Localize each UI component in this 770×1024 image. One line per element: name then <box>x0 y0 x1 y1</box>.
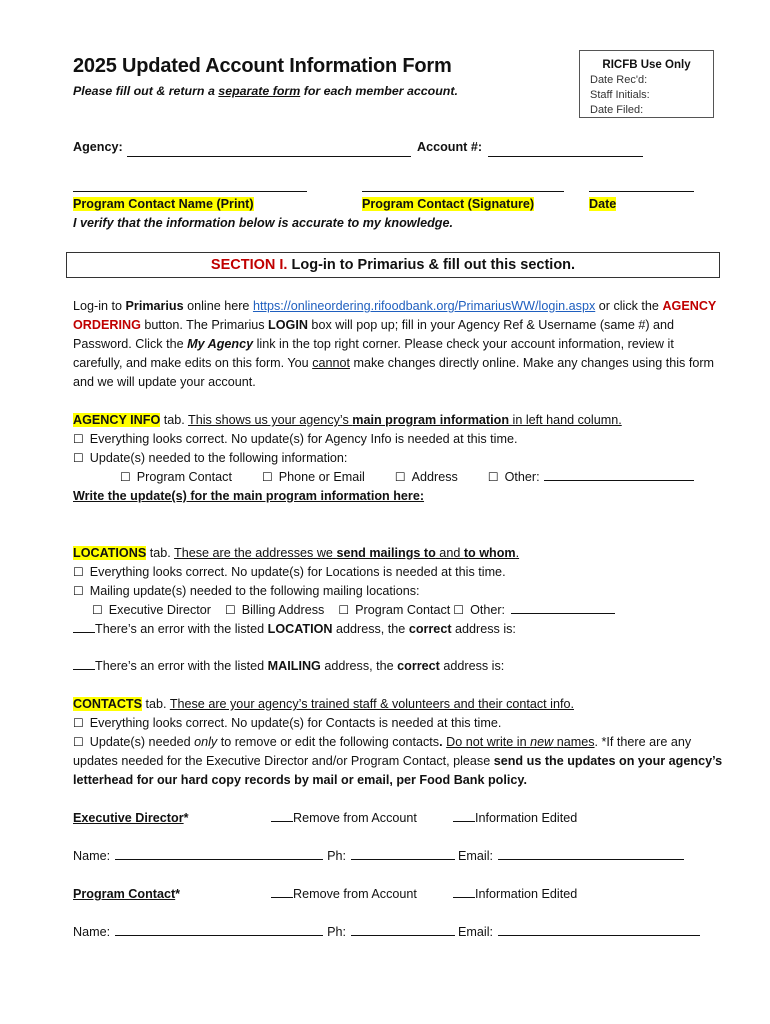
exec-director-star: * <box>183 811 189 825</box>
agency-label: Agency: <box>73 140 123 154</box>
exec-remove-option <box>271 809 417 828</box>
locations-tab-text: tab. <box>146 546 175 560</box>
sub-option-other: Other: <box>470 603 506 617</box>
checkbox-icon[interactable]: ☐ <box>261 470 273 484</box>
program-contact-star: * <box>175 887 181 901</box>
exec-email-field[interactable] <box>498 847 684 860</box>
checkbox-icon[interactable]: ☐ <box>487 470 499 484</box>
program-remove-option <box>271 885 417 904</box>
intro-text: button. The Primarius <box>140 318 269 332</box>
section-1-text: Log-in to Primarius & fill out this section. <box>287 257 576 273</box>
remove-label: Remove from Account <box>293 811 417 825</box>
contacts-option-correct[interactable] <box>73 714 501 733</box>
contacts-text: Update(s) needed <box>89 735 195 749</box>
program-name-field[interactable] <box>115 923 323 936</box>
option-label: Everything looks correct. No update(s) for Agency Info is needed at this time. <box>89 432 518 446</box>
check-blank[interactable] <box>73 657 95 670</box>
error-bold: correct <box>397 659 440 673</box>
office-use-box <box>579 50 714 118</box>
edited-label: Information Edited <box>475 811 578 825</box>
checkbox-icon[interactable]: ☐ <box>73 584 84 598</box>
office-use-date-received: Date Rec'd: <box>590 74 648 86</box>
sub-option-address: Address <box>411 470 458 484</box>
agency-info-write-here: Write the update(s) for the main program information here: <box>73 489 425 503</box>
locations-desc: and <box>435 546 464 560</box>
program-phone-field[interactable] <box>351 923 455 936</box>
section-1-label: SECTION I. <box>210 257 288 273</box>
name-label: Name: <box>73 849 111 863</box>
check-blank[interactable] <box>453 885 475 898</box>
agency-info-desc-bold: main program information <box>352 413 510 427</box>
other-field[interactable] <box>511 601 615 614</box>
intro-text: link in the top right corner. Please check your account information, review it carefully, and make edits on this form. You <box>73 337 674 370</box>
exec-edited-option <box>453 809 577 828</box>
checkbox-icon[interactable]: ☐ <box>73 716 84 730</box>
sub-option-program-contact: Program Contact <box>355 603 451 617</box>
locations-desc-bold: to whom <box>463 546 516 560</box>
exec-director-title: Executive Director <box>73 811 184 825</box>
agency-field[interactable] <box>127 156 411 157</box>
intro-text: or click the <box>595 299 663 313</box>
checkbox-icon[interactable]: ☐ <box>394 470 406 484</box>
error-bold: LOCATION <box>267 622 333 636</box>
contacts-tab-text: tab. <box>142 697 170 711</box>
error-bold: MAILING <box>267 659 321 673</box>
intro-text: box will pop up; fill in your Agency Ref & Username (same #) and Password. Click the <box>73 318 675 351</box>
contact-signature-field[interactable] <box>362 191 564 192</box>
locations-desc-bold: send mailings to <box>336 546 436 560</box>
phone-label: Ph: <box>327 849 346 863</box>
contacts-new: new <box>530 735 554 749</box>
office-use-date-filed: Date Filed: <box>590 104 644 116</box>
section-1-header <box>66 252 720 278</box>
sub-option-executive-director: Executive Director <box>108 603 211 617</box>
checkbox-icon[interactable]: ☐ <box>92 603 103 617</box>
exec-name-field[interactable] <box>115 847 323 860</box>
agency-info-tab-text: tab. <box>160 413 189 427</box>
form-title: 2025 Updated Account Information Form <box>73 55 452 77</box>
form-subtitle <box>73 84 458 98</box>
subtitle-underlined: separate form <box>218 84 301 98</box>
checkbox-icon[interactable]: ☐ <box>453 603 465 617</box>
phone-label: Ph: <box>327 925 346 939</box>
agency-info-sub-options <box>120 468 694 487</box>
exec-name-row <box>73 847 684 866</box>
intro-text: make changes directly online. Make any changes using this form and we will update your account. <box>73 356 715 389</box>
intro-login: LOGIN <box>268 318 308 332</box>
contacts-text: names <box>553 735 595 749</box>
error-text: There’s an error with the listed <box>95 622 268 636</box>
sub-option-program-contact: Program Contact <box>136 470 232 484</box>
email-label: Email: <box>458 849 493 863</box>
edited-label: Information Edited <box>475 887 578 901</box>
check-blank[interactable] <box>271 885 293 898</box>
exec-director-heading <box>73 809 189 828</box>
account-label: Account #: <box>417 140 483 154</box>
error-text: address is: <box>439 659 505 673</box>
program-email-field[interactable] <box>498 923 700 936</box>
contacts-text: . <box>439 735 447 749</box>
contact-signature-label: Program Contact (Signature) <box>362 197 535 211</box>
program-edited-option <box>453 885 577 904</box>
intro-text: Log-in to <box>73 299 126 313</box>
agency-info-option-update[interactable] <box>73 449 347 468</box>
check-blank[interactable] <box>271 809 293 822</box>
checkbox-icon[interactable]: ☐ <box>224 603 236 617</box>
primarius-login-link[interactable]: https://onlineordering.rifoodbank.org/PrimariusWW/login.aspx <box>252 299 596 313</box>
error-text: address is: <box>451 622 516 636</box>
other-field[interactable] <box>544 468 694 481</box>
error-text: address, the <box>320 659 398 673</box>
contact-date-field[interactable] <box>589 191 694 192</box>
subtitle-post: for each member account. <box>300 84 458 98</box>
contacts-option-update <box>73 733 723 790</box>
intro-cannot: cannot <box>312 356 350 370</box>
name-label: Name: <box>73 925 111 939</box>
checkbox-icon[interactable]: ☐ <box>73 565 84 579</box>
checkbox-icon[interactable]: ☐ <box>73 451 84 465</box>
error-bold: correct <box>408 622 452 636</box>
locations-heading <box>73 544 519 563</box>
contacts-policy: send us the updates on your agency’s letterhead for our hard copy records by mail or email, per Food Bank policy. <box>73 754 723 787</box>
sub-option-billing-address: Billing Address <box>241 603 325 617</box>
agency-info-desc: in left hand column. <box>509 413 622 427</box>
contacts-text: . *If there are any updates needed for the Executive Director and/or Program Contact, please <box>73 735 692 768</box>
option-label: Everything looks correct. No update(s) for Contacts is needed at this time. <box>89 716 502 730</box>
intro-paragraph <box>73 297 723 392</box>
contacts-desc: These are your agency’s trained staff & volunteers and their contact info. <box>169 697 574 711</box>
checkbox-icon[interactable]: ☐ <box>338 603 350 617</box>
option-label: Update(s) needed to the following information: <box>89 451 348 465</box>
office-use-heading: RICFB Use Only <box>602 59 691 71</box>
locations-error-mailing <box>73 657 504 676</box>
program-contact-title: Program Contact <box>73 887 176 901</box>
check-blank[interactable] <box>453 809 475 822</box>
account-field[interactable] <box>488 156 643 157</box>
contacts-tag: CONTACTS <box>73 697 143 711</box>
subtitle-pre: Please fill out & return a <box>73 84 219 98</box>
contacts-only: only <box>194 735 218 749</box>
check-blank[interactable] <box>73 620 95 633</box>
error-text: There’s an error with the listed <box>95 659 268 673</box>
locations-tag: LOCATIONS <box>73 546 147 560</box>
office-use-staff-initials: Staff Initials: <box>590 89 650 101</box>
program-name-row <box>73 923 700 942</box>
contact-name-field[interactable] <box>73 191 307 192</box>
agency-info-tag: AGENCY INFO <box>73 413 161 427</box>
checkbox-icon[interactable]: ☐ <box>73 735 84 749</box>
exec-phone-field[interactable] <box>351 847 455 860</box>
intro-text: online here <box>183 299 253 313</box>
agency-info-desc: This shows us your agency’s <box>188 413 353 427</box>
intro-primarius: Primarius <box>125 299 184 313</box>
contacts-text: Do not write in <box>446 735 531 749</box>
program-contact-heading <box>73 885 180 904</box>
locations-error-location <box>73 620 516 639</box>
option-label: Mailing update(s) needed to the following mailing locations: <box>89 584 420 598</box>
locations-option-update[interactable] <box>73 582 420 601</box>
locations-desc: . <box>515 546 520 560</box>
contact-name-label: Program Contact Name (Print) <box>73 197 254 211</box>
remove-label: Remove from Account <box>293 887 417 901</box>
locations-sub-options <box>92 601 615 620</box>
agency-info-option-correct[interactable] <box>73 430 517 449</box>
agency-info-heading <box>73 411 622 430</box>
agency-ordering-text: AGENCY ORDERING <box>73 299 717 332</box>
verify-statement: I verify that the information below is accurate to my knowledge. <box>73 216 453 230</box>
intro-my-agency: My Agency <box>187 337 254 351</box>
email-label: Email: <box>458 925 493 939</box>
checkbox-icon[interactable]: ☐ <box>120 470 131 484</box>
contacts-text: to remove or edit the following contacts <box>217 735 440 749</box>
contacts-heading <box>73 695 574 714</box>
error-text: address, the <box>332 622 409 636</box>
option-label: Everything looks correct. No update(s) for Locations is needed at this time. <box>89 565 506 579</box>
sub-option-phone-email: Phone or Email <box>278 470 365 484</box>
checkbox-icon[interactable]: ☐ <box>73 432 84 446</box>
contact-date-label: Date <box>589 197 617 211</box>
locations-option-correct[interactable] <box>73 563 506 582</box>
sub-option-other: Other: <box>504 470 540 484</box>
locations-desc: These are the addresses we <box>174 546 337 560</box>
